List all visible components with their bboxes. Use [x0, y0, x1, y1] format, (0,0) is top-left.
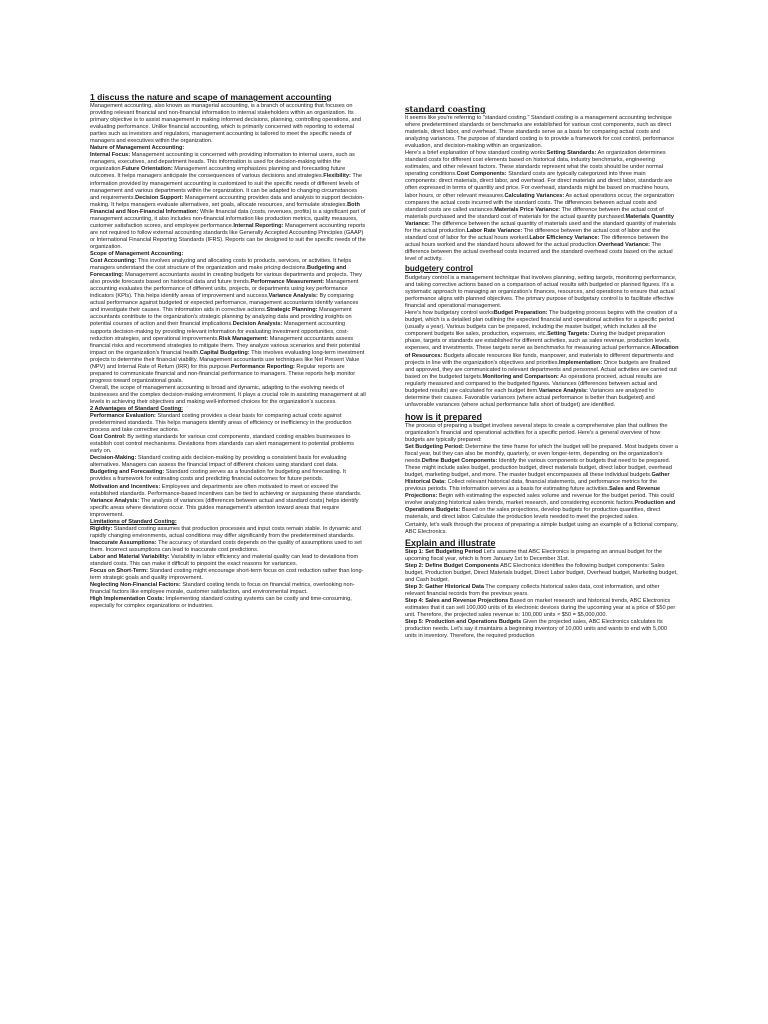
list-description: The budgeting process begins with the creation of a budget, which is a detailed plan outlining the expected financial and operational activities for a specific period (usually a year). Various budgets can be prepared, including the master budget, which includes all the component budgets like sales, production, expenses, etc. [405, 310, 678, 338]
list-lead: Here's how budgetary control works [405, 310, 494, 317]
list-term: Gather Historical Data: [405, 472, 670, 486]
advantages-title: 2 Advantages of Standard Costing: [90, 406, 184, 413]
list-term: Calculating Variances: [504, 192, 565, 199]
list-description: Determine the time frame for which the budget will be prepared. Most budgets cover a fiscal year, but they can also be monthly, quarterly, or even longer-term, depending on the organization's needs. [405, 444, 678, 465]
list-term: Risk Management: [218, 335, 269, 342]
list-paragraph [90, 484, 366, 498]
list-description: As actual operations occur, the organization compares the actual costs incurred with the standard costs. The differences between actual costs and standard costs are called variances. [405, 192, 674, 213]
list-description: Based on the sales projections, develop budgets for production quantities, direct materials, and direct labor. Calculate the production levels needed to meet the projected sales. [405, 507, 661, 521]
list-paragraph [405, 619, 679, 640]
budgetary-control-list [405, 310, 679, 409]
list-term: Budgeting and Forecasting: [90, 265, 347, 279]
list-term: Cost Accounting: [90, 258, 137, 265]
list-paragraph [90, 434, 366, 455]
scope-title: Scope of Management Accounting: [90, 250, 184, 257]
list-description: This involves evaluating long-term investment projects to determine their financial viability. Management accountants use techniques like Net Present Value (NPV) and Internal Rate of Return (IRR) for this purpose. [90, 349, 365, 370]
section-heading-how-prepared: how is it prepared [405, 411, 483, 422]
list-paragraph [90, 582, 366, 596]
list-description: Implementing standard costing systems can be costly and time-consuming, especially for complex organizations or industries. [90, 596, 352, 610]
list-term: Budgeting and Forecasting: [90, 469, 165, 476]
list-description: Management accounting is concerned with providing information to internal users, such as managers, executives, and department heads. This information is used for decision-making within the organization. [90, 152, 355, 173]
list-term: Materials Quantity Variance: [405, 213, 674, 227]
budgetary-control-intro: Budgetary control is a management technique that involves planning, setting targets, monitoring performance, and taking corrective actions based on a comparison of actual results with budgeted or planned figures. It's a systematic approach to managing an organization's finances, resources, and operations to ensure that actual performance aligns with planned objectives. The primary purpose of budgetary control is to facilitate effective financial and operational management. [405, 274, 677, 310]
section-heading-management-accounting: 1 discuss the nature and scape of management accounting [90, 92, 332, 102]
list-description: ABC Electronics identifies the following budget components: Sales budget, Production budget, Direct Materials budget, Direct Labor budget, Overhead budget, Marketing budget, and Cash budget. [405, 562, 678, 583]
list-description: The accuracy of standard costs depends on the quality of assumptions used to set them. Incorrect assumptions can lead to inaccurate cost predictions. [90, 539, 362, 553]
list-term: Variance Analysis: [90, 497, 140, 504]
list-description: Management accountants assess financial risks and recommend strategies to mitigate them. They analyze various scenarios and their potential impact on the organization's financial health. [90, 335, 361, 356]
intro-paragraph: Management accounting, also known as managerial accounting, is a branch of accounting that focuses on providing relevant financial and non-financial information to internal stakeholders within an organization. Its primary objective is to assist management in making informed decisions, planning, controlling operations, and evaluating performance. Unlike financial accounting, which is primarily concerned with reporting to external parties such as investors and regulators, management accounting is tailored to meet the specific needs of managers and executives within the organization. [90, 103, 361, 145]
list-term: Cost Control: [90, 434, 126, 441]
list-description: Given the projected sales, ABC Electronics calculates its production needs. Let's say it maintains a beginning inventory of 10,000 units and wants to end with 5,000 units in inventory. Therefore, the required production [405, 619, 667, 640]
list-description: Begin with estimating the expected sales volume and revenue for the budget period. This could involve analyzing historical sales trends, market research, and considering economic factors. [405, 493, 674, 507]
list-description: An organization determines standard costs for different cost elements based on historical data, industry benchmarks, engineering estimates, and other relevant factors. These standards represent what the costs should be under normal operating conditions. [405, 150, 666, 178]
list-description: Management accountants assist in creating budgets for various departments and projects. They also provide forecasts based on historical data and future trends. [90, 272, 362, 286]
list-description: The difference between the actual quantity of materials used and the standard quantity of materials for the actual production. [405, 220, 676, 234]
list-term: Budget Preparation: [493, 310, 548, 317]
nature-title: Nature of Management Accounting: [90, 145, 185, 152]
list-description: The difference between the actual cost of labor and the standard cost of labor for the actual hours worked. [405, 227, 661, 241]
list-term: Step 5: Production and Operations Budgets [405, 619, 522, 626]
list-term: Implementation: [559, 359, 603, 366]
list-term: Capital Budgeting: [199, 349, 250, 356]
list-description: Standard costing tends to focus on financial metrics, overlooking non-financial factors like employee morale, customer satisfaction, and environmental impact. [90, 582, 355, 596]
list-description: The difference between the actual cost of materials purchased and the standard cost of materials for the actual quantity purchased. [405, 206, 664, 220]
list-description: Budgets allocate resources like funds, manpower, and materials to different departments and projects in line with the organization's objectives and priorities. [405, 352, 674, 366]
list-term: Monitoring and Comparison: [482, 373, 559, 380]
list-description: Standard costing assumes that production processes and input costs remain stable. In dynamic and rapidly changing environments, actual conditions may differ significantly from the predetermined standards. [90, 525, 361, 539]
list-term: Decision Support: [135, 194, 184, 201]
list-term: Performance Reporting: [230, 363, 295, 370]
list-term: Internal Focus: [90, 152, 131, 159]
list-description: Regular reports are prepared to communicate financial and non-financial performance to managers. These reports help monitor progress toward organizational goals. [90, 363, 356, 384]
list-term: Neglecting Non-Financial Factors: [90, 582, 181, 589]
list-paragraph [405, 563, 679, 584]
nature-list [90, 152, 366, 251]
list-term: Set Budgeting Period: [405, 444, 464, 451]
list-paragraph [90, 554, 366, 568]
limitations-list [90, 526, 366, 540]
list-description: The difference between the actual hours worked and the standard hours allowed for the actual production. [405, 234, 669, 248]
list-description: The information provided by management accounting is customized to suit the specific needs of different levels of management and various departments within the organization. It can be adapted to changing circumstances and requirements. [90, 173, 362, 201]
list-term: Flexibility: [323, 173, 351, 180]
list-description: Variability in labor efficiency and material quality can lead to deviations from standard costs. This can make it difficult to pinpoint the exact reasons for variances. [90, 554, 359, 568]
list-term: Focus on Short-Term: [90, 568, 149, 575]
list-description: By setting standards for various cost components, standard costing enables businesses to establish cost control mechanisms. Deviations from standards can alert management to potential problems early on. [90, 434, 354, 455]
list-term: Define Budget Components: [421, 458, 498, 465]
list-term: Decision-Making: [90, 455, 137, 462]
list-description: Management accounting emphasizes planning and forecasting future outcomes. It helps managers anticipate the consequences of various decisions and strategies. [90, 166, 346, 180]
list-description: Management accounting evaluates the performance of different units, projects, or departments using key performance indicators (KPIs). This helps identify areas of improvement and success. [90, 279, 359, 300]
list-term: Overhead Variance: [597, 241, 651, 248]
list-paragraph [90, 540, 366, 554]
list-term: Allocation of Resources: [405, 345, 679, 359]
list-description: As operations proceed, actual results are regularly measured and compared to the budgeted figures. Variances (differences between actual and budgeted results) are calculated for each budget item. [405, 373, 662, 394]
list-term: Labor and Material Variability: [90, 554, 170, 560]
list-term: Step 3: Gather Historical Data [405, 583, 484, 590]
list-description: Standard costing might encourage short-term focus on cost reduction rather than long-term strategic goals and quality improvement. [90, 568, 364, 582]
list-description: Management accounting provides data and analysis to support decision-making. It helps managers evaluate alternatives, set goals, allocate resources, and formulate strategies. [90, 194, 365, 208]
list-description: Standard costing provides a clear basis for comparing actual costs against predetermined standards. This helps managers identify areas of efficiency or inefficiency in the production process and take corrective actions. [90, 413, 352, 434]
list-description: Standard costing serves as a foundation for budgeting and forecasting. It provides a framework for estimating costs and predicting financial outcomes for future periods. [90, 469, 346, 483]
list-paragraph [405, 584, 679, 598]
list-term: Performance Measurement: [250, 279, 325, 286]
list-description: Once budgets are finalized and approved, they are communicated to relevant departments and personnel. Actual activities are carried out based on the budgeted targets. [405, 359, 677, 380]
list-term: Rigidity: [90, 525, 113, 532]
list-paragraph [90, 568, 366, 582]
list-term: Both Financial and Non-Financial Information: [90, 201, 360, 215]
list-description: During the budget preparation phase, targets or standards are established for different activities, such as sales revenue, production levels, expenses, and investments. These targets serve as benchmarks for measuring actual performance. [405, 331, 671, 352]
section-heading-explain-illustrate: Explain and illustrate [405, 537, 496, 548]
list-description: Standard costing aids decision-making by providing a consistent basis for evaluating alternatives. Managers can assess the financial impact of different choices using standard cost data. [90, 455, 347, 469]
list-term: Future Orientation: [122, 166, 173, 173]
list-description: Based on market research and historical trends, ABC Electronics estimates that it can sell 100,000 units of its electronic devices during the upcoming year at a price of $50 per unit. Therefore, the projected sales revenue is: 100,000 units × $50 = $5,000,000. [405, 597, 676, 619]
list-term: Decision Analysis: [232, 321, 283, 328]
list-description: While financial data (costs, revenues, profits) is a significant part of management accounting, it also includes non-financial information like production metrics, quality measures, customer satisfaction scores, and employee performance. [90, 208, 366, 229]
list-term: Labor Efficiency Variance: [529, 234, 600, 241]
standard-costing-list [405, 150, 679, 263]
how-prepared-intro: The process of preparing a budget involves several steps to create a comprehensive plan that outlines the organization's financial and operational activities for a specific period. Here's a general overview of how budgets are typically prepared: [405, 422, 668, 443]
limitations-title: Limitations of Standard Costing: [90, 518, 177, 525]
list-description: Management accounting reports are not required to follow external accounting standards like Generally Accepted Accounting Principles (GAAP) or International Financial Reporting Standards (IFRS). Reports can be designed to suit the specific needs of the organization. [90, 222, 366, 250]
list-description: Collect relevant historical data, financial statements, and performance metrics for the previous periods. This information serves as a basis for estimating future activities. [405, 479, 658, 493]
list-term: High Implementation Costs: [90, 596, 165, 603]
left-column [90, 92, 366, 610]
standard-costing-intro: It seems like you're referring to "standard costing." Standard costing is a management accounting technique where predetermined standards or benchmarks are established for various cost components, such as direct materials, direct labor, and overhead. These standards serve as a basis for comparing actual costs and analyzing variances. The purpose of standard costing is to provide a framework for cost control, performance evaluation, and decision-making within an organization. [405, 115, 675, 150]
list-term: Variance Analysis: [538, 387, 588, 394]
list-term: Step 2: Define Budget Components [405, 562, 499, 569]
list-term: Cost Components: [456, 171, 507, 178]
list-description: Employees and departments are often motivated to meet or exceed the established standards. Performance-based incentives can be tied to achieving or surpassing these standards. [90, 483, 362, 497]
how-prepared-outro: Certainly, let's walk through the process of preparing a simple budget using an example of a fictional company, ABC Electronics. [405, 521, 678, 535]
list-term: Production and Operations Budgets: [405, 500, 676, 514]
list-term: Strategic Planning: [266, 307, 318, 314]
list-term: Variance Analysis: [268, 293, 318, 300]
list-term: Step 1: Set Budgeting Period [405, 548, 483, 555]
example-steps [405, 549, 679, 563]
list-description: Identify the various components or budgets that need to be prepared. These might include sales budget, production budget, direct materials budget, direct labor budget, overhead budget, marketing budget, and more. The master budget encompasses all these individual budgets. [405, 458, 672, 479]
list-description: The difference between the actual overhead costs incurred and the standard overhead costs based on the actual level of activity. [405, 241, 673, 262]
list-description: Standard costs are typically categorized into three main components: direct materials, direct labor, and overhead. For direct materials and direct labor, standards are often expressed in terms of quantity and price. For overhead, standards might be based on machine hours, labor hours, or other relevant measures. [405, 171, 673, 199]
list-term: Performance Evaluation: [90, 413, 156, 420]
list-description: Management accountants contribute to the organization's strategic planning by analyzing data and providing insights on potential courses of action and their financial implications. [90, 307, 352, 328]
list-description: Let's assume that ABC Electronics is preparing an annual budget for the upcoming fiscal year, which is from January 1st to December 31st. [405, 548, 662, 562]
scope-list [90, 258, 366, 385]
overall-paragraph: Overall, the scope of management accounting is broad and dynamic, adapting to the evolving needs of businesses and the complex decision-making environment. It plays a crucial role in assisting management at all levels in achieving their objectives and making well-informed choices for the organization's success. [90, 384, 366, 405]
section-heading-budgetary-control: budgetery control [405, 263, 474, 273]
list-description: The company collects historical sales data, cost information, and other relevant financial records from the previous years. [405, 583, 660, 597]
section-heading-standard-costing: standard coasting [405, 104, 486, 114]
advantages-list [90, 413, 366, 434]
list-description: Management accounting supports decision-making by providing relevant information for evaluating investment opportunities, cost-reduction strategies, and operational improvements. [90, 321, 349, 342]
right-column [405, 104, 679, 640]
list-paragraph [405, 598, 679, 619]
list-term: Materials Price Variance: [494, 206, 561, 213]
list-term: Motivation and Incentives: [90, 483, 161, 490]
list-term: Setting Targets: [547, 331, 590, 338]
list-paragraph [90, 469, 366, 483]
list-description: This involves analyzing and allocating costs to products, services, or activities. It helps managers understand the cost structure of the organization and make pricing decisions. [90, 258, 352, 272]
list-term: Labor Rate Variance: [466, 227, 523, 234]
list-paragraph [90, 596, 366, 610]
list-term: Inaccurate Assumptions: [90, 539, 157, 546]
list-description: The analysis of variances (differences between actual and standard costs) helps identify specific areas where deviations occur. This guides management's attention toward areas that require improvement. [90, 497, 359, 518]
list-paragraph [90, 498, 366, 519]
list-term: Sales and Revenue Projections: [405, 486, 661, 500]
list-lead: Here's a brief explanation of how standard costing works: [405, 150, 547, 157]
list-description: Variances are analyzed to determine their causes. Favorable variances (where actual performance is better than budgeted) and unfavorable variances (where actual performance falls short of budget) are identified. [405, 387, 655, 408]
list-paragraph [90, 455, 366, 469]
how-prepared-list [405, 444, 679, 522]
list-term: Internal Reporting: [233, 222, 284, 229]
list-term: Step 4: Sales and Revenue Projections [405, 597, 509, 604]
list-description: By comparing actual performance against budgeted or expected performance, management accountants identify variances and investigate their causes. This information aids in corrective actions. [90, 293, 359, 314]
list-term: Setting Standards: [546, 150, 597, 157]
